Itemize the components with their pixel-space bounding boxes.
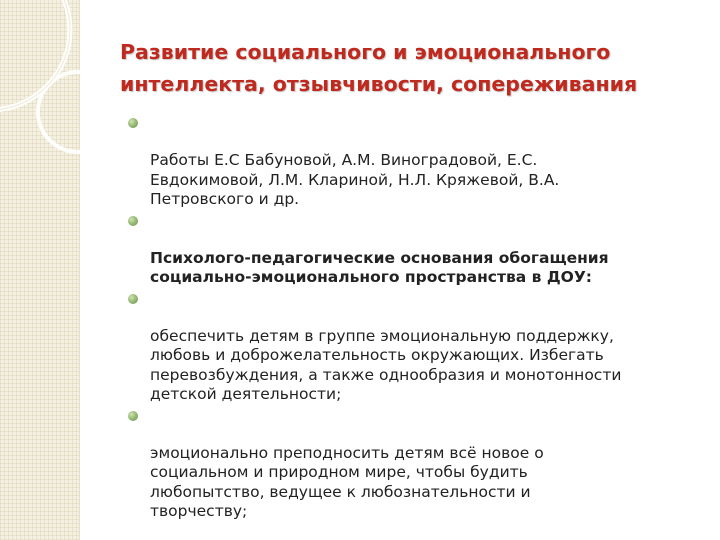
bullet-dot-icon	[128, 294, 138, 304]
slide-title: Развитие социального и эмоционального интеллекта, отзывчивости, сопереживания	[120, 40, 638, 96]
bullet-item	[128, 210, 698, 288]
bullet-text: Работы Е.С Бабуновой, А.М. Виноградовой, Е.С. Евдокимовой, Л.М. Клариной, Н.Л. Кряжевой, В.А. Петровского и др.	[150, 151, 560, 208]
bullet-dot-icon	[128, 118, 138, 128]
bullet-item	[128, 288, 698, 405]
bullet-item	[128, 405, 698, 522]
bullet-dot-icon	[128, 216, 138, 226]
bullet-list	[128, 112, 698, 522]
bullet-text: Психолого-педагогические основания обогащения социально-эмоционального пространства в ДОУ:	[150, 248, 609, 286]
bullet-dot-icon	[128, 411, 138, 421]
bullet-item	[128, 112, 698, 210]
bullet-text: эмоционально преподносить детям всё новое о социальном и природном мире, чтобы будить любопытство, ведущее к любознательности и творчеству;	[150, 443, 544, 520]
bullet-text: обеспечить детям в группе эмоциональную поддержку, любовь и доброжелательность окружающих. Избегать перевозбуждения, а также однообразия и монотонности детской деятельности;	[150, 326, 622, 403]
